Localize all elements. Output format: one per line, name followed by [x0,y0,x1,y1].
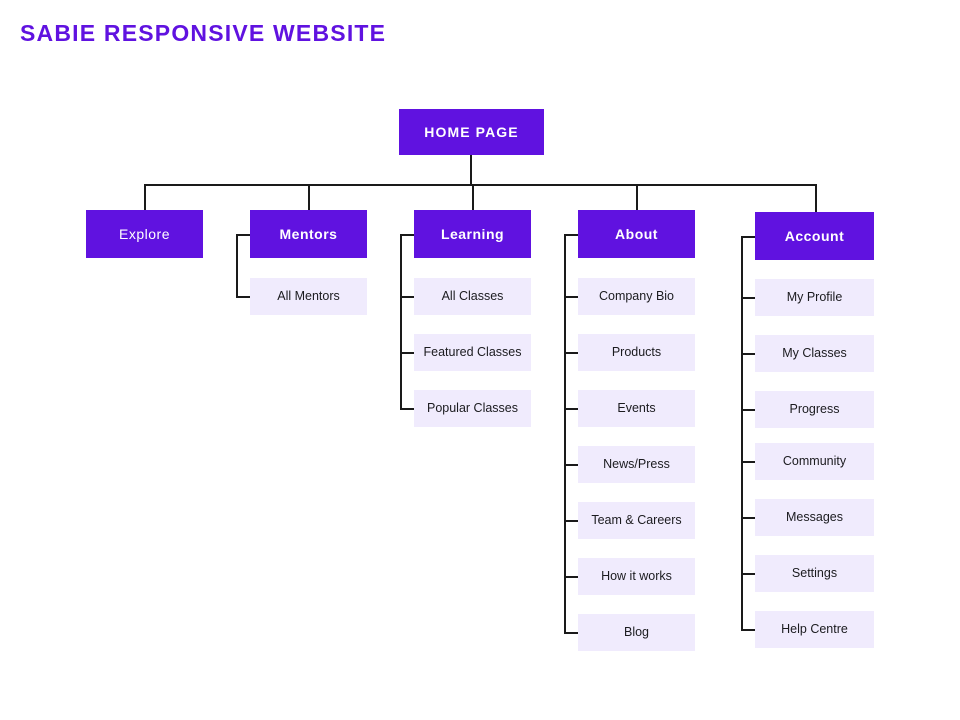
node-all-classes[interactable]: All Classes [414,278,531,315]
node-about[interactable]: About [578,210,695,258]
node-events[interactable]: Events [578,390,695,427]
connector-mentors-stub-1 [236,296,250,298]
connector-account-stub-6 [741,573,755,575]
node-company-bio[interactable]: Company Bio [578,278,695,315]
connector-learning-spine [400,234,402,409]
connector-learning-stub-2 [400,352,414,354]
connector-about-stub-3 [564,408,578,410]
connector-account-spine [741,236,743,630]
node-mentors[interactable]: Mentors [250,210,367,258]
node-home-page[interactable]: HOME PAGE [399,109,544,155]
node-learning[interactable]: Learning [414,210,531,258]
node-blog[interactable]: Blog [578,614,695,651]
node-settings[interactable]: Settings [755,555,874,592]
node-explore[interactable]: Explore [86,210,203,258]
connector-about-top [564,234,578,236]
connector-account-stub-4 [741,461,755,463]
connector-account-stub-2 [741,353,755,355]
node-progress[interactable]: Progress [755,391,874,428]
node-products[interactable]: Products [578,334,695,371]
connector-learning-stub-1 [400,296,414,298]
node-all-mentors[interactable]: All Mentors [250,278,367,315]
connector-learning-stub-3 [400,408,414,410]
connector-learning-top [400,234,414,236]
connector-drop-learning [472,184,474,210]
connector-about-spine [564,234,566,633]
connector-drop-mentors [308,184,310,210]
node-featured-classes[interactable]: Featured Classes [414,334,531,371]
connector-about-stub-6 [564,576,578,578]
connector-account-top [741,236,755,238]
connector-drop-account [815,184,817,212]
connector-about-stub-4 [564,464,578,466]
connector-top-bus [144,184,816,186]
node-popular-classes[interactable]: Popular Classes [414,390,531,427]
connector-about-stub-1 [564,296,578,298]
connector-drop-about [636,184,638,210]
node-my-classes[interactable]: My Classes [755,335,874,372]
node-messages[interactable]: Messages [755,499,874,536]
connector-about-stub-2 [564,352,578,354]
node-community[interactable]: Community [755,443,874,480]
connector-mentors-top [236,234,250,236]
connector-mentors-spine [236,234,238,297]
connector-account-stub-7 [741,629,755,631]
connector-drop-explore [144,184,146,210]
connector-root-down [470,155,472,185]
node-help-centre[interactable]: Help Centre [755,611,874,648]
node-how-it-works[interactable]: How it works [578,558,695,595]
node-account[interactable]: Account [755,212,874,260]
node-news-press[interactable]: News/Press [578,446,695,483]
page-title: SABIE RESPONSIVE WEBSITE [20,20,387,46]
connector-account-stub-1 [741,297,755,299]
connector-account-stub-3 [741,409,755,411]
connector-about-stub-5 [564,520,578,522]
connector-about-stub-7 [564,632,578,634]
node-my-profile[interactable]: My Profile [755,279,874,316]
node-team-careers[interactable]: Team & Careers [578,502,695,539]
connector-account-stub-5 [741,517,755,519]
